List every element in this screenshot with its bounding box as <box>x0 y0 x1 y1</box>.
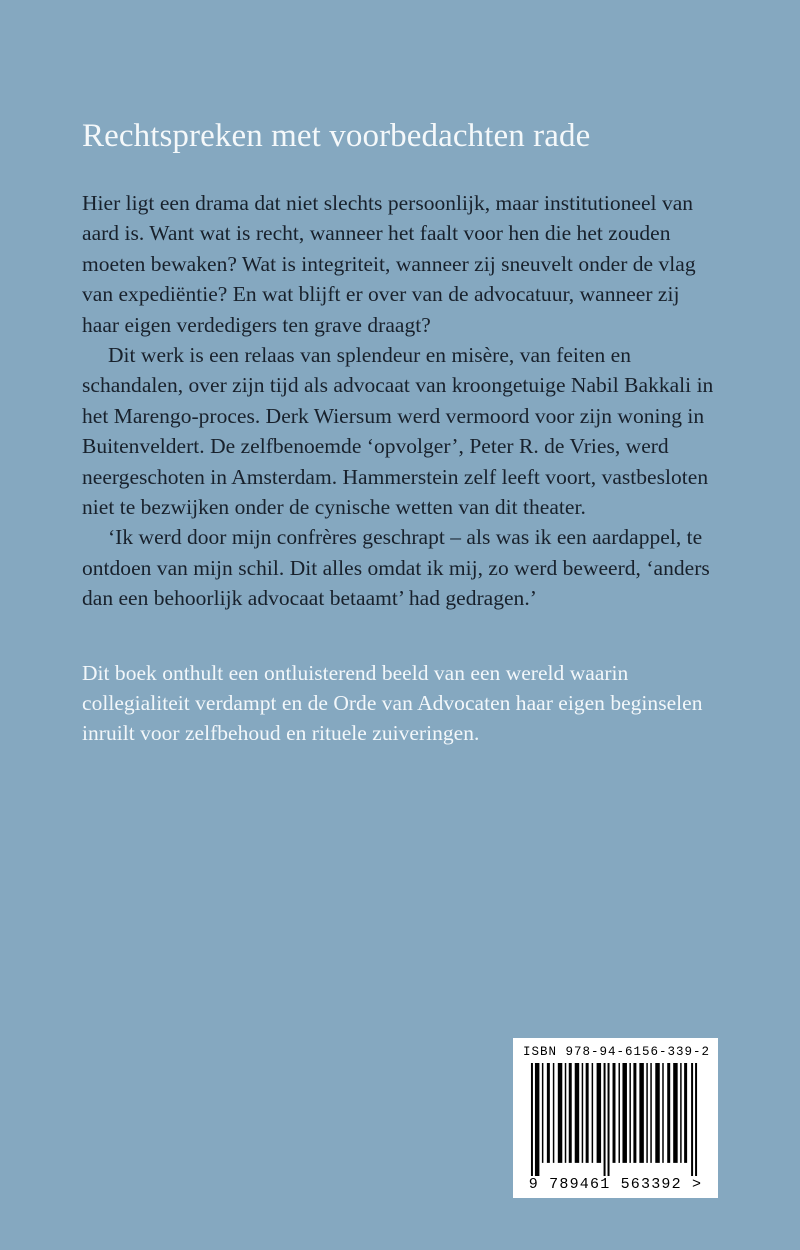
isbn-digits: 9 789461 563392 > <box>528 1176 703 1193</box>
blurb-paragraph-3: ‘Ik werd door mijn confrères geschrapt – als was ik een aardappel, te ontdoen van mijn schil. Dit alles omdat ik mij, zo werd beweerd, ‘anders dan een behoorlijk advocaat betaamt’ had gedragen.’ <box>82 525 710 611</box>
blurb-container <box>82 118 718 749</box>
blurb-paragraph-1: Hier ligt een drama dat niet slechts persoonlijk, maar institutioneel van aard is. Want wat is recht, wanneer het faalt voor hen die het zouden moeten bewaken? Wat is integriteit, wanneer zij sneuvelt onder de vlag van expediëntie? En wat blijft er over van de advocatuur, wanneer zij haar eigen verdedigers ten grave draagt? <box>82 190 696 337</box>
blurb-closing-paragraph: Dit boek onthult een ontluisterend beeld van een wereld waarin collegialiteit verdampt en de Orde van Advocaten haar eigen beginselen inruilt voor zelfbehoud en rituele zuiveringen. <box>82 660 703 746</box>
barcode-bars-icon <box>523 1063 708 1177</box>
blurb-paragraph-2: Dit werk is een relaas van splendeur en misère, van feiten en schandalen, over zijn tijd als advocaat van kroongetuige Nabil Bakkali in het Marengo-proces. Derk Wiersum werd vermoord voor zijn woning in Buitenveldert. De zelfbenoemde ‘opvolger’, Peter R. de Vries, werd neergeschoten in Amsterdam. Hammerstein zelf leeft voort, vastbesloten niet te bezwijken onder de cynische wetten van dit theater. <box>82 342 714 519</box>
isbn-barcode <box>513 1038 718 1198</box>
page-title: Rechtspreken met voorbedachten rade <box>82 118 591 154</box>
isbn-label: ISBN 978-94-6156-339-2 <box>523 1045 711 1059</box>
